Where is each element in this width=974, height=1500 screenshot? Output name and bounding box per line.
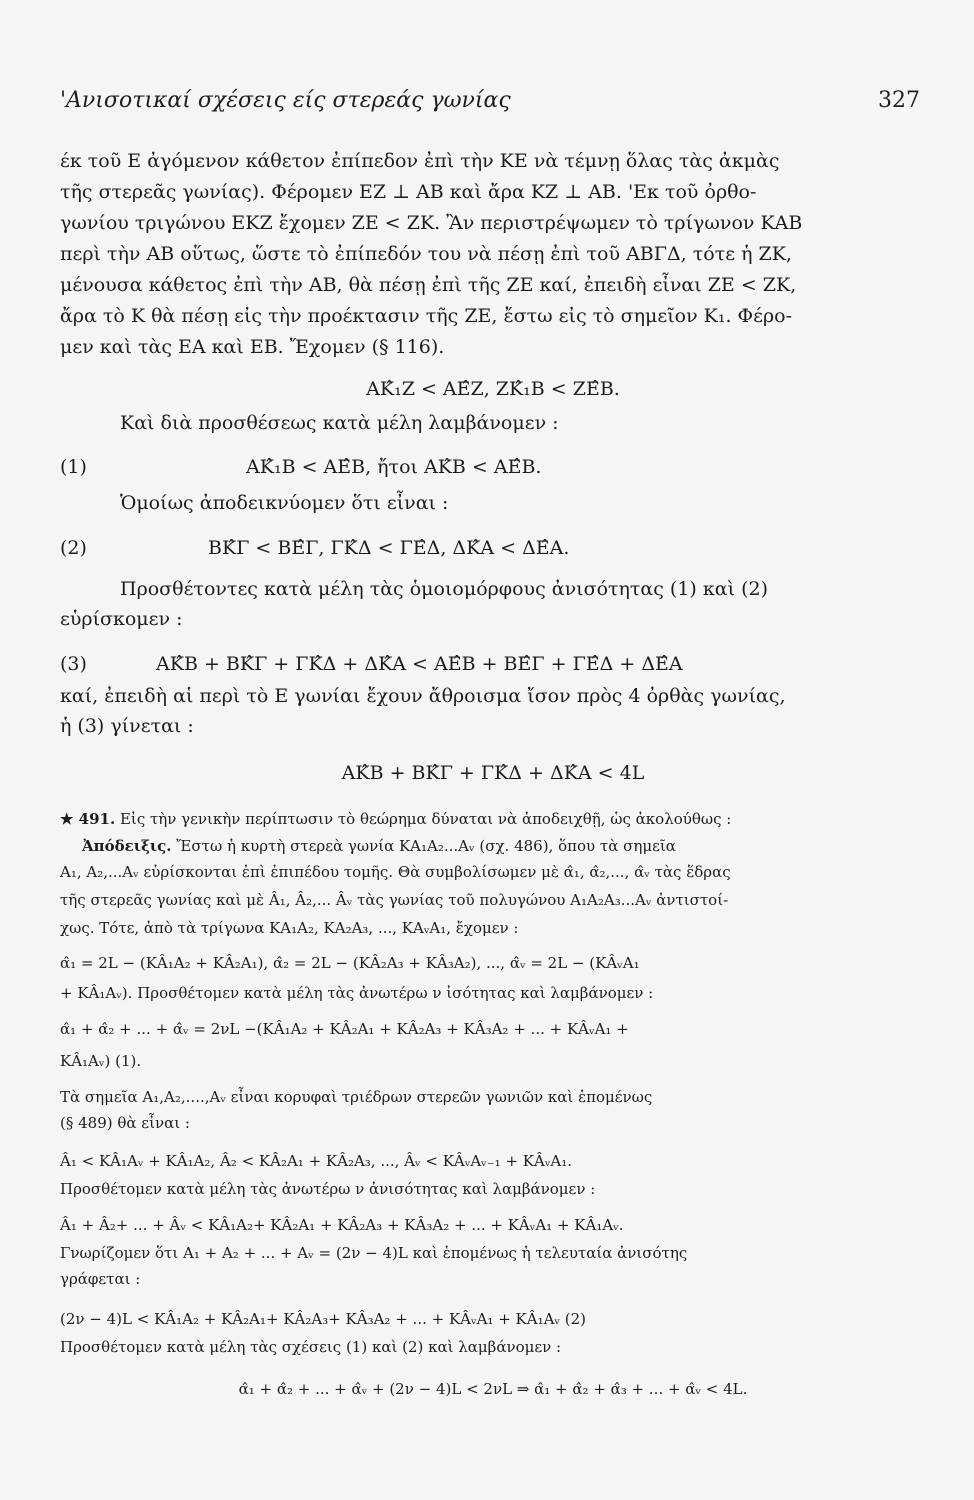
equation: ΑΚ̂₁Β < ΑΕ̂Β, ἤτοι ΑΚ̂Β < ΑΕ̂Β. <box>246 456 542 478</box>
text-line: Προσθέτομεν κατὰ μέλη τὰς σχέσεις (1) καὶ (2) καὶ λαμβάνομεν : <box>60 1338 562 1356</box>
chapter-title: 'Ανισοτικαί σχέσεις είς στερεάς γωνίας <box>60 88 511 113</box>
text-line: Τὰ σημεῖα Α₁,Α₂,....,Αᵥ εἶναι κορυφαὶ τριέδρων στερεῶν γωνιῶν καὶ ἑπομένως <box>60 1088 653 1106</box>
equation: ΒΚ̂Γ < ΒΕ̂Γ, ΓΚ̂Δ < ΓΕ̂Δ, ΔΚ̂Α < ΔΕ̂Α. <box>208 537 570 559</box>
equation-row <box>60 651 926 677</box>
text-line: μένουσα κάθετος ἐπὶ τὴν ΑΒ, θὰ πέσῃ ἐπὶ τῆς ΖΕ καί, ἐπειδὴ εἶναι ΖΕ < ΖΚ, <box>60 274 797 296</box>
equation: ΑΚ̂Β + ΒΚ̂Γ + ΓΚ̂Δ + ΔΚ̂Α < ΑΕ̂Β + ΒΕ̂Γ + ΓΕ̂Δ + ΔΕ̂Α <box>156 653 683 675</box>
text-line: Γνωρίζομεν ὅτι Α₁ + Α₂ + ... + Αᵥ = (2ν − 4)L καὶ ἑπομένως ἡ τελευταία ἀνισότης <box>60 1244 688 1262</box>
text-line: γωνίου τριγώνου ΕΚΖ ἔχομεν ΖΕ < ΖΚ. Ἂν περιστρέψωμεν τὸ τρίγωνον ΚΑΒ <box>60 212 803 234</box>
text-line: τῆς στερεᾶς γωνίας). Φέρομεν ΕΖ ⊥ ΑΒ καὶ ἄρα ΚΖ ⊥ ΑΒ. 'Εκ τοῦ ὀρθο- <box>60 181 757 203</box>
theorem-number: ★ 491. <box>60 810 116 828</box>
running-header <box>60 88 920 124</box>
text-line: + ΚÂ₁Αᵥ). Προσθέτομεν κατὰ μέλη τὰς ἀνωτέρω ν ἰσότητας καὶ λαμβάνομεν : <box>60 984 654 1002</box>
proof-label: Ἀπόδειξις. <box>82 837 172 855</box>
text-line: (§ 489) θὰ εἶναι : <box>60 1114 190 1132</box>
text-line: εὑρίσκομεν : <box>60 608 183 630</box>
text-line: Καὶ διὰ προσθέσεως κατὰ μέλη λαμβάνομεν : <box>120 412 559 434</box>
text-line: Προσθέτομεν κατὰ μέλη τὰς ἀνωτέρω ν ἀνισότητας καὶ λαμβάνομεν : <box>60 1180 596 1198</box>
text-line: έκ τοῦ Ε ἀγόμενον κάθετον ἐπίπεδον ἐπὶ τὴν ΚΕ νὰ τέμνῃ ὅλας τὰς ἀκμὰς <box>60 150 780 172</box>
text-line: Ὁμοίως ἀποδεικνύομεν ὅτι εἶναι : <box>120 492 449 514</box>
text-line: μεν καὶ τὰς ΕΑ καὶ ΕΒ. Ἔχομεν (§ 116). <box>60 336 445 358</box>
equation: ΑΚ̂Β + ΒΚ̂Γ + ΓΚ̂Δ + ΔΚ̂Α < 4L <box>341 762 645 784</box>
equation: ΑΚ̂₁Ζ < ΑΕ̂Ζ, ΖΚ̂₁Β < ΖΕ̂Β. <box>366 378 620 400</box>
text-line: Α₁, Α₂,...Αᵥ εὑρίσκονται ἐπὶ ἐπιπέδου τομῆς. Θὰ συμβολίσωμεν μὲ α̂₁, α̂₂,..., α̂ᵥ τὰς ἕδρας <box>60 863 731 881</box>
equation-tag: (3) <box>60 653 87 675</box>
text-line: περὶ τὴν ΑΒ οὕτως, ὥστε τὸ ἐπίπεδόν του νὰ πέσῃ ἐπὶ τοῦ ΑΒΓΔ, τότε ἡ ΖΚ, <box>60 243 792 265</box>
proof-line <box>60 835 926 857</box>
equation: α̂₁ = 2L − (ΚÂ₁Α₂ + ΚÂ₂Α₁), α̂₂ = 2L − (ΚÂ₂Α₃ + ΚÂ₃Α₂), ..., α̂ᵥ = 2L − (ΚÂᵥΑ₁ <box>60 954 640 972</box>
proof-text: Ἔστω ἡ κυρτὴ στερεὰ γωνία ΚΑ₁Α₂...Αᵥ (σχ. 486), ὅπου τὰ σημεῖα <box>176 837 676 855</box>
theorem-line <box>60 808 926 830</box>
equation-tag: (2) <box>60 537 87 559</box>
equation-tag: (1) <box>60 456 87 478</box>
text-line: χως. Τότε, ἀπὸ τὰ τρίγωνα ΚΑ₁Α₂, ΚΑ₂Α₃, ..., ΚΑᵥΑ₁, ἔχομεν : <box>60 919 519 937</box>
page-number: 327 <box>878 88 920 113</box>
equation: Â₁ + Â₂+ ... + Âᵥ < ΚÂ₁Α₂+ ΚÂ₂Α₁ + ΚÂ₂Α₃ + ΚÂ₃Α₂ + ... + ΚÂᵥΑ₁ + ΚÂ₁Αᵥ. <box>60 1216 624 1234</box>
text-line: ἄρα τὸ Κ θὰ πέσῃ εἰς τὴν προέκτασιν τῆς ΖΕ, ἔστω εἰς τὸ σημεῖον Κ₁. Φέρο- <box>60 305 793 327</box>
equation: (2ν − 4)L < ΚÂ₁Α₂ + ΚÂ₂Α₁+ ΚÂ₂Α₃+ ΚÂ₃Α₂ + ... + ΚÂᵥΑ₁ + ΚÂ₁Αᵥ (2) <box>60 1310 587 1328</box>
theorem-text: Εἰς τὴν γενικὴν περίπτωσιν τὸ θεώρημα δύναται νὰ ἀποδειχθῇ, ὡς ἀκολούθως : <box>119 810 732 828</box>
equation: α̂₁ + α̂₂ + ... + α̂ᵥ = 2νL −(ΚÂ₁Α₂ + ΚÂ₂Α₁ + ΚÂ₂Α₃ + ΚÂ₃Α₂ + ... + ΚÂᵥΑ₁ + <box>60 1020 629 1038</box>
text-line: καί, ἐπειδὴ αἱ περὶ τὸ Ε γωνίαι ἔχουν ἄθροισμα ἴσον πρὸς 4 ὀρθὰς γωνίας, <box>60 685 786 707</box>
text-line: γράφεται : <box>60 1270 141 1288</box>
equation: Â₁ < ΚÂ₁Αᵥ + ΚÂ₁Α₂, Â₂ < ΚÂ₂Α₁ + ΚÂ₂Α₃, ..., Âᵥ < ΚÂᵥΑᵥ₋₁ + ΚÂᵥΑ₁. <box>60 1152 573 1170</box>
text-line: Προσθέτοντες κατὰ μέλη τὰς ὁμοιομόρφους ἀνισότητας (1) καὶ (2) <box>120 578 768 600</box>
text-line: τῆς στερεᾶς γωνίας καὶ μὲ Â₁, Â₂,... Âᵥ τὰς γωνίας τοῦ πολυγώνου Α₁Α₂Α₃...Αᵥ ἀντιστοί- <box>60 891 729 909</box>
equation: α̂₁ + α̂₂ + ... + α̂ᵥ + (2ν − 4)L < 2νL ⇒ α̂₁ + α̂₂ + α̂₃ + ... + α̂ᵥ < 4L. <box>238 1380 748 1398</box>
equation-row <box>60 535 926 561</box>
equation: ΚÂ₁Αᵥ) (1). <box>60 1052 142 1070</box>
text-line: ἡ (3) γίνεται : <box>60 715 194 737</box>
equation-row <box>60 454 926 480</box>
